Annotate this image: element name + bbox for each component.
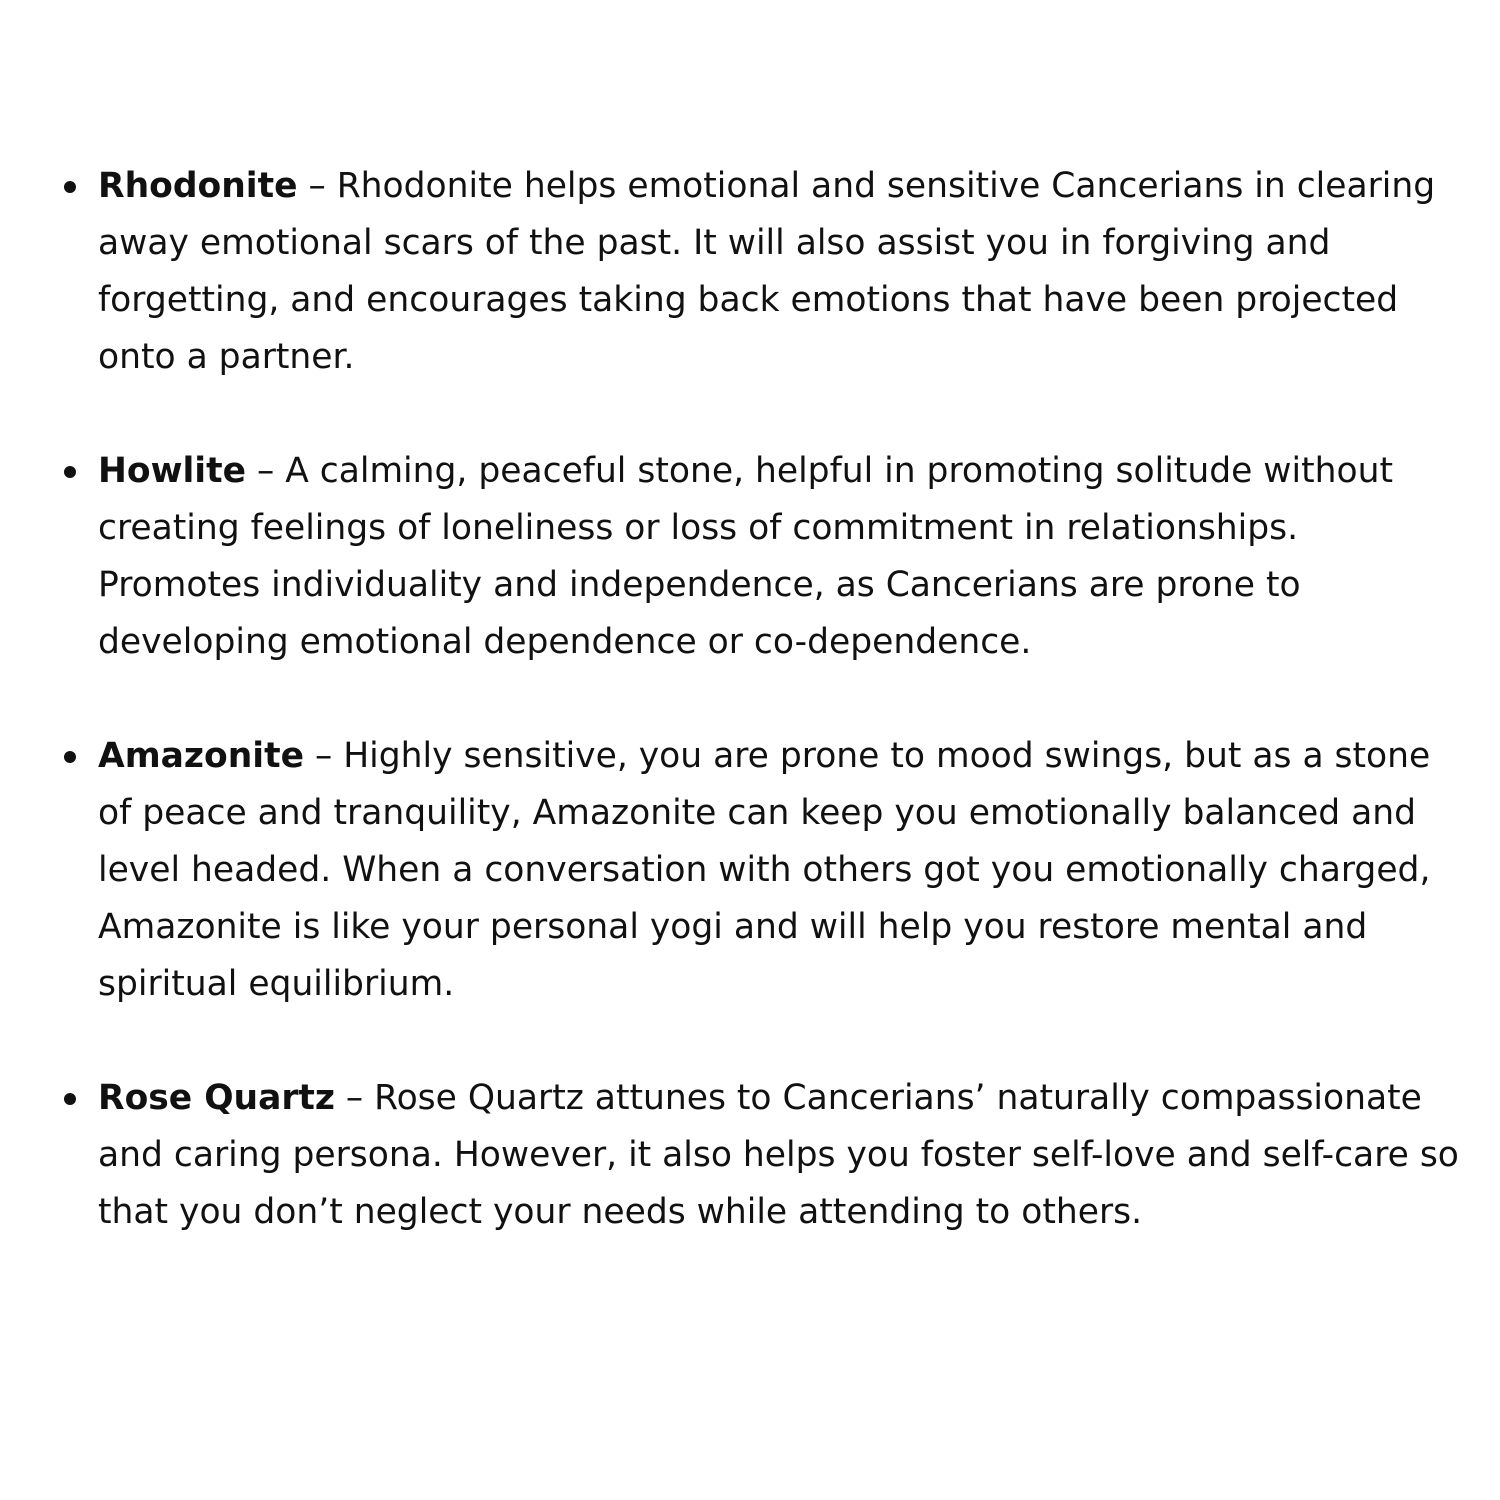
- bullet-icon: [64, 466, 76, 478]
- separator: –: [304, 736, 344, 776]
- crystal-description: Highly sensitive, you are prone to mood swings, but as a stone of peace and tranquility, Amazonite can keep you emotionally balanced and level headed. When a conversation with others got you emotionally charged, Amazonite is like your personal yogi and will help you restore mental and spiritual equilibrium.: [98, 736, 1431, 1004]
- separator: –: [297, 166, 337, 206]
- crystal-name: Amazonite: [98, 736, 304, 776]
- bullet-icon: [64, 751, 76, 763]
- crystal-name: Rose Quartz: [98, 1078, 335, 1118]
- crystal-description: Rose Quartz attunes to Cancerians’ naturally compassionate and caring persona. However, it also helps you foster self-love and self-care so that you don’t neglect your needs while attending to others.: [98, 1078, 1459, 1232]
- list-item-howlite: [64, 443, 1469, 671]
- bullet-icon: [64, 1093, 76, 1105]
- crystal-list: [64, 158, 1469, 1241]
- list-item-amazonite: [64, 728, 1469, 1013]
- crystal-name: Rhodonite: [98, 166, 298, 206]
- list-item-rhodonite: [64, 158, 1469, 386]
- crystal-description: A calming, peaceful stone, helpful in promoting solitude without creating feelings of loneliness or loss of commitment in relationships. Promotes individuality and independence, as Cancerians are prone to developing emotional dependence or co-dependence.: [98, 451, 1393, 662]
- separator: –: [246, 451, 286, 491]
- separator: –: [334, 1078, 375, 1118]
- list-item-rose-quartz: [64, 1070, 1469, 1241]
- crystal-name: Howlite: [98, 451, 246, 491]
- crystal-description: Rhodonite helps emotional and sensitive Cancerians in clearing away emotional scars of the past. It will also assist you in forgiving and forgetting, and encourages taking back emotions that have been projected onto a partner.: [98, 166, 1436, 377]
- bullet-icon: [64, 181, 76, 193]
